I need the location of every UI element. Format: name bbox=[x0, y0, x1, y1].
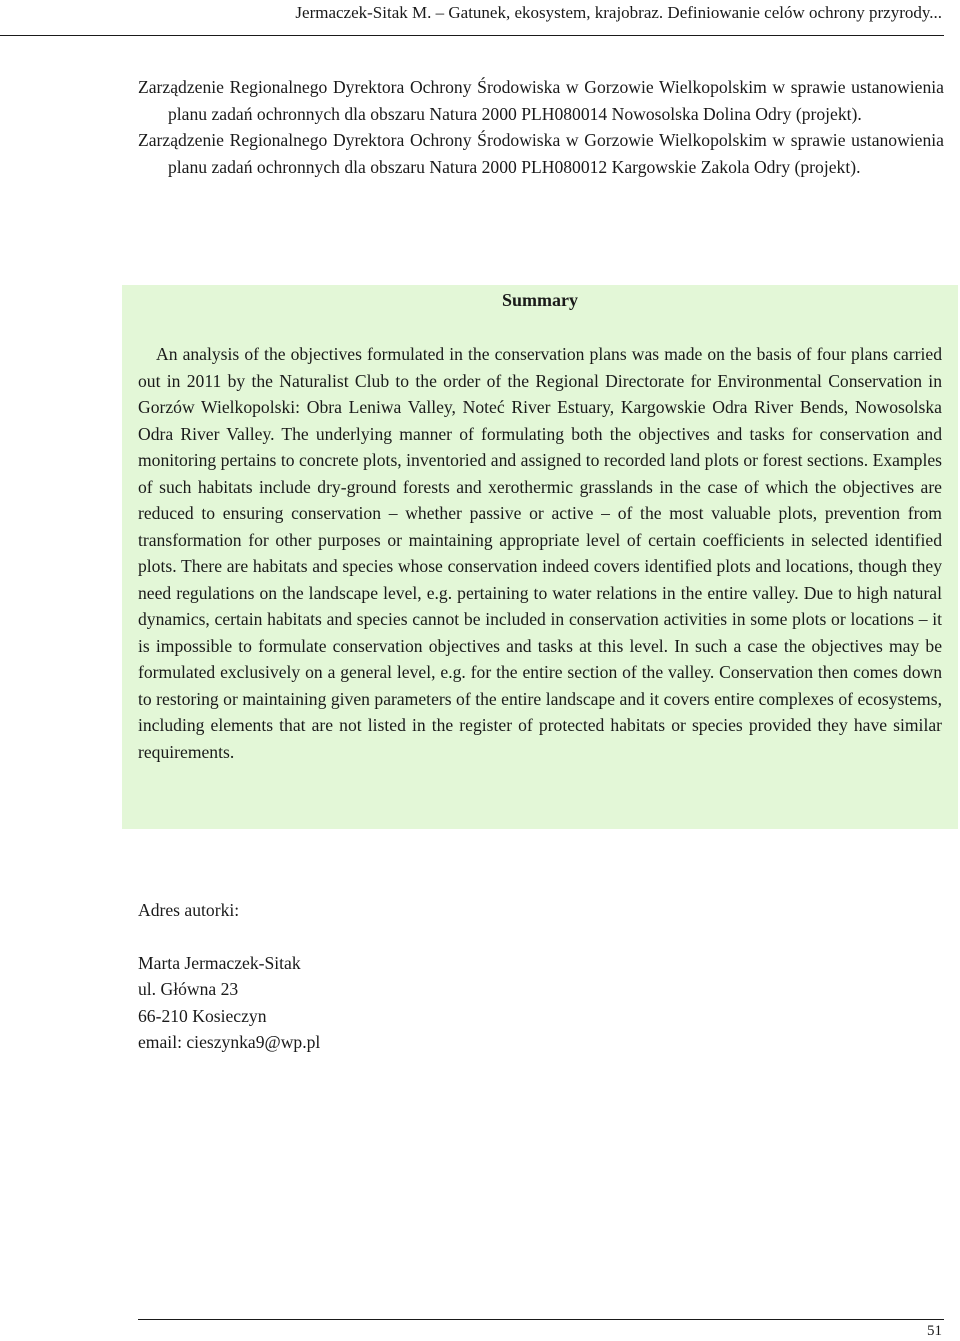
page-number: 51 bbox=[927, 1323, 942, 1339]
reference-list bbox=[138, 74, 944, 180]
running-header: Jermaczek-Sitak M. – Gatunek, ekosystem, krajobraz. Definiowanie celów ochrony przyrody... bbox=[295, 3, 942, 22]
footer-rule bbox=[138, 1319, 944, 1320]
reference-item: Zarządzenie Regionalnego Dyrektora Ochrony Środowiska w Gorzowie Wielkopolskim w sprawie ustanowienia planu zadań ochronnych dla obszaru Natura 2000 PLH080012 Kargowskie Zakola Odry (projekt). bbox=[138, 130, 944, 177]
author-address bbox=[138, 897, 320, 1056]
address-street: ul. Główna 23 bbox=[138, 979, 239, 999]
address-label: Adres autorki: bbox=[138, 900, 240, 920]
author-email: email: cieszynka9@wp.pl bbox=[138, 1032, 321, 1052]
summary-box bbox=[122, 285, 958, 829]
address-city: 66-210 Kosieczyn bbox=[138, 1005, 267, 1026]
summary-text: An analysis of the objectives formulated in the conservation plans was made on the basis of four plans carried out in 2011 by the Naturalist Club to the order of the Regional Directorate for Environmental Conservation in Gorzów Wielkopolski: Obra Leniwa Valley, Noteć River Estuary, Kargowskie Odra River Bends, Nowosolska Odra River Valley. The underlying manner of formulating both the objectives and tasks for conservation and monitoring pertains to concrete plots, inventoried and assigned to recorded land plots or forest sections. Examples of such habitats include dry-ground forests and xerothermic grasslands in the case of which the objectives are reduced to ensuring conservation – whether passive or active – of the most valuable plots, prevention from transformation for other purposes or maintaining appropriate level of certain coefficients in selected identified plots. There are habitats and species whose conservation indeed covers identified plots and locations, though they need regulations on the landscape level, e.g. pertaining to water relations in the entire valley. Due to high natural dynamics, certain habitats and species cannot be included in conservation activities in some plots or locations – it is impossible to formulate conservation objectives and tasks at this level. In such a case the objectives may be formulated exclusively on a general level, e.g. for the entire section of the valley. Conservation then comes down to restoring or maintaining given parameters of the entire landscape and it covers entire complexes of ecosystems, including elements that are not listed in the register of protected habitats or species provided they have similar requirements. bbox=[138, 344, 942, 762]
summary-title: Summary bbox=[502, 290, 578, 310]
reference-item: Zarządzenie Regionalnego Dyrektora Ochrony Środowiska w Gorzowie Wielkopolskim w sprawie ustanowienia planu zadań ochronnych dla obszaru Natura 2000 PLH080014 Nowosolska Dolina Odry (projekt). bbox=[138, 77, 944, 124]
author-name: Marta Jermaczek-Sitak bbox=[138, 952, 301, 973]
header-rule bbox=[0, 35, 944, 36]
